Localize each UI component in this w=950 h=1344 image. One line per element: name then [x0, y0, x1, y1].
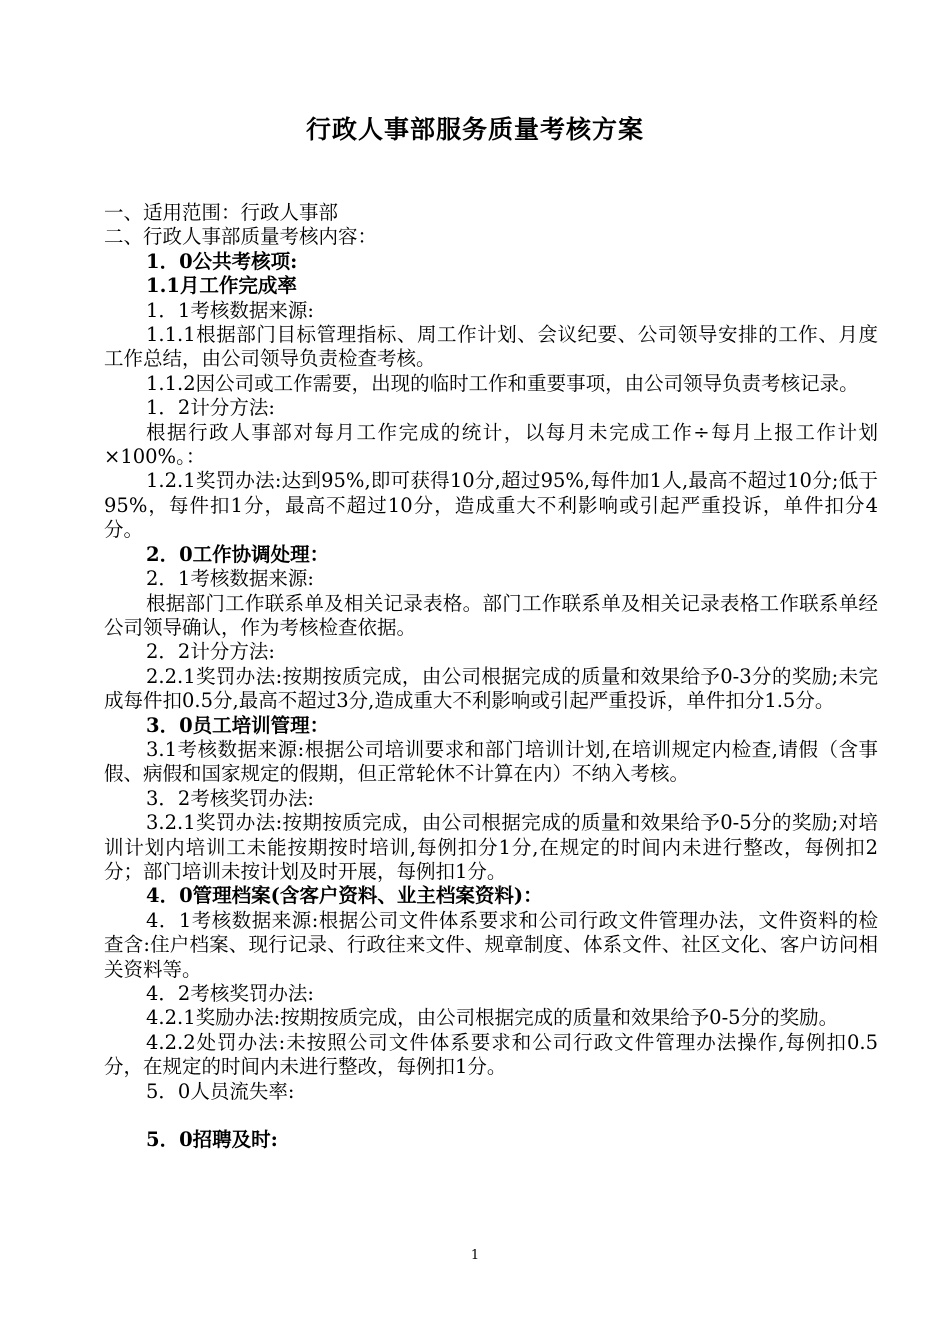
paragraph: 4．1考核数据来源:根据公司文件体系要求和公司行政文件管理办法，文件资料的检查含:住户档案、现行记录、行政往来文件、规章制度、体系文件、社区文化、客户访问相关资料等。 — [104, 908, 878, 981]
paragraph: 4．2考核奖罚办法: — [146, 982, 314, 1005]
page-number: 1 — [470, 1248, 480, 1263]
paragraph: 根据行政人事部对每月工作完成的统计，以每月未完成工作÷每月上报工作计划×100%。： — [104, 420, 878, 469]
document-title: 行政人事部服务质量考核方案 — [305, 115, 644, 144]
paragraph: 2.2.1奖罚办法:按期按质完成，由公司根据完成的质量和效果给予0-3分的奖励;未完成每件扣0.5分,最高不超过3分,造成重大不利影响或引起严重投诉，单件扣分1.5分。 — [104, 664, 878, 713]
section-heading: 2．0工作协调处理： — [146, 542, 330, 566]
paragraph: 二、行政人事部质量考核内容： — [104, 225, 378, 249]
paragraph: 4.2.1奖励办法:按期按质完成，由公司根据完成的质量和效果给予0-5分的奖励。 — [146, 1006, 839, 1030]
paragraph: 2．2计分方法: — [146, 640, 275, 664]
paragraph: 1.2.1奖罚办法:达到95%,即可获得10分,超过95%,每件加1人,最高不超过10分;低于95%，每件扣1分，最高不超过10分，造成重大不利影响或引起严重投诉，单件扣分4分。 — [104, 469, 878, 542]
paragraph: 2．1考核数据来源: — [146, 567, 314, 591]
blank-line — [104, 1104, 878, 1128]
paragraph: 1.1.1根据部门目标管理指标、周工作计划、会议纪要、公司领导安排的工作、月度工作总结，由公司领导负责检查考核。 — [104, 323, 878, 371]
paragraph: 3．2考核奖罚办法: — [146, 786, 314, 810]
paragraph: 3.1考核数据来源:根据公司培训要求和部门培训计划,在培训规定内检查,请假（含事假、病假和国家规定的假期，但正常轮休不计算在内）不纳入考核。 — [104, 737, 878, 786]
paragraph: 4.2.2处罚办法:未按照公司文件体系要求和公司行政文件管理办法操作,每例扣0.5分，在规定的时间内未进行整改，每例扣1分。 — [104, 1030, 878, 1079]
section-heading: 1.1月工作完成率 — [146, 274, 297, 298]
paragraph: 3.2.1奖罚办法:按期按质完成，由公司根据完成的质量和效果给予0-5分的奖励;对培训计划内培训工未能按期按时培训,每例扣分1分,在规定的时间内未进行整改，每例扣2分；部门培训未按计划及时开展，每例扣1分。 — [104, 811, 878, 883]
paragraph: 根据部门工作联系单及相关记录表格。部门工作联系单及相关记录表格工作联系单经公司领导确认，作为考核检查依据。 — [104, 591, 878, 639]
section-heading: 3．0员工培训管理： — [146, 713, 330, 737]
section-heading: 1．0公共考核项: — [146, 249, 298, 273]
paragraph: 一、适用范围：行政人事部 — [104, 201, 339, 224]
paragraph: 1.1.2因公司或工作需要，出现的临时工作和重要事项，由公司领导负责考核记录。 — [146, 371, 859, 395]
paragraph: 5．0人员流失率: — [146, 1079, 295, 1103]
section-heading: 5．0招聘及时: — [146, 1128, 278, 1152]
document-body — [104, 201, 878, 1152]
section-heading: 4．0管理档案(含客户资料、业主档案资料)： — [146, 884, 543, 908]
paragraph: 1．1考核数据来源: — [146, 298, 314, 322]
paragraph: 1．2计分方法: — [146, 396, 275, 420]
